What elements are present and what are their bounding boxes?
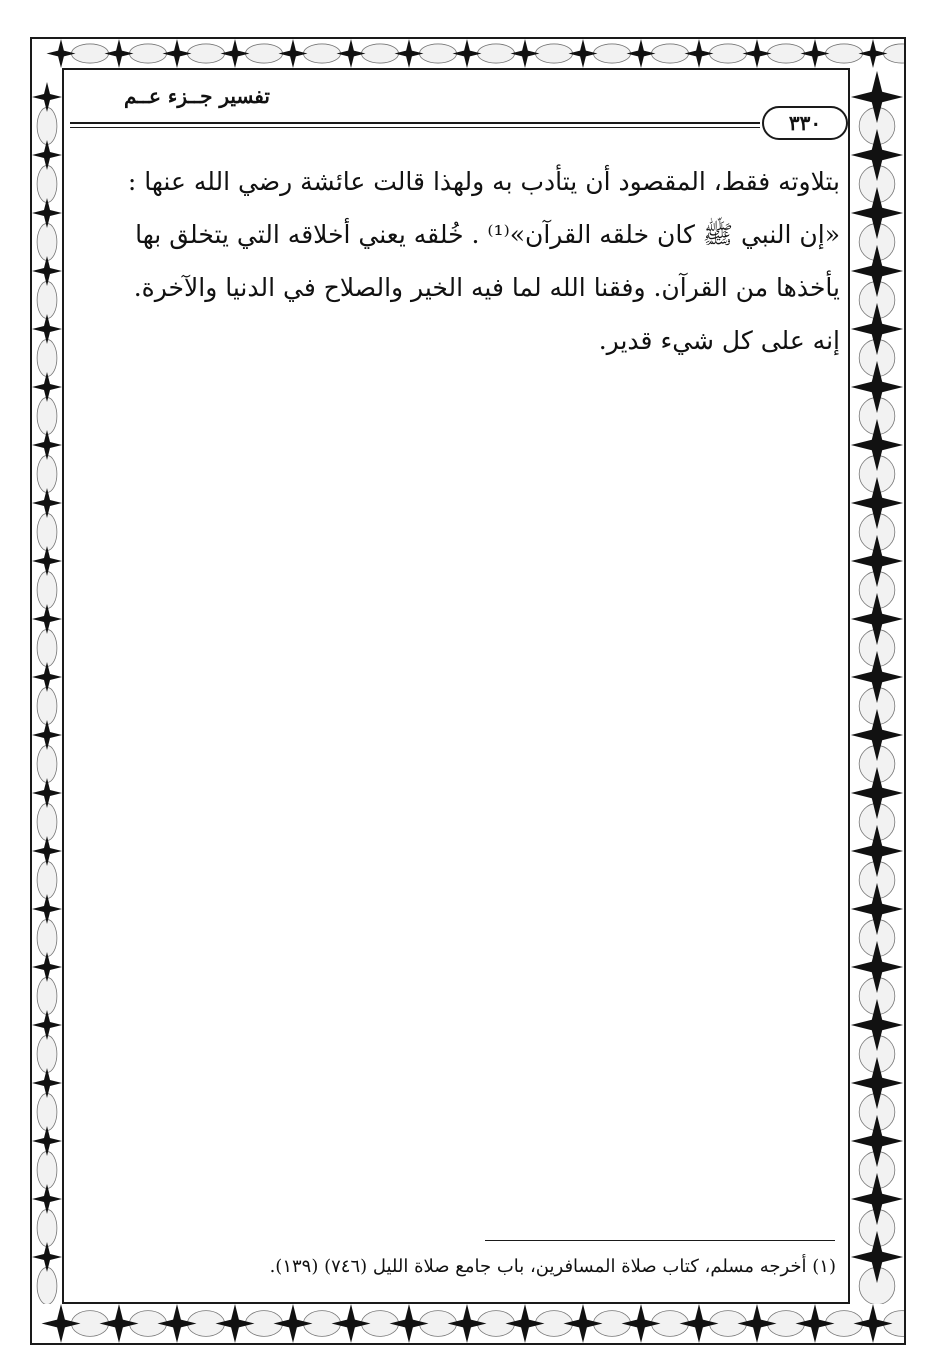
body-text bbox=[80, 155, 840, 367]
ornament-star bbox=[851, 709, 903, 761]
ornament-lens bbox=[37, 629, 57, 666]
ornament-lens bbox=[37, 861, 57, 898]
ornament-star bbox=[743, 39, 772, 68]
ornament-star bbox=[32, 1242, 62, 1272]
ornament-lens bbox=[37, 339, 57, 376]
ornament-star bbox=[105, 39, 134, 68]
right-ornament-band bbox=[850, 68, 904, 1304]
ornament-lens bbox=[129, 44, 166, 63]
ornament-lens bbox=[651, 44, 688, 63]
ornament-lens bbox=[767, 44, 804, 63]
ornament-star bbox=[32, 198, 62, 228]
ornament-lens bbox=[37, 165, 57, 202]
ornament-lens bbox=[37, 513, 57, 550]
ornament-lens bbox=[37, 455, 57, 492]
header-rule bbox=[70, 127, 760, 128]
ornament-lens bbox=[825, 44, 862, 63]
ornament-lens bbox=[37, 1151, 57, 1188]
ornament-star bbox=[851, 941, 903, 993]
ornament-star bbox=[854, 1304, 893, 1343]
page-number: ٣٣٠ bbox=[762, 106, 848, 140]
ornament-lens bbox=[37, 745, 57, 782]
ornament-star bbox=[32, 372, 62, 402]
text-line: يأخذها من القرآن. وفقنا الله لما فيه الخير والصلاح في الدنيا والآخرة. bbox=[133, 273, 840, 302]
ornament-star bbox=[32, 82, 62, 112]
ornament-star bbox=[680, 1304, 719, 1343]
ornament-lens bbox=[37, 223, 57, 260]
ornament-star bbox=[453, 39, 482, 68]
ornament-lens bbox=[37, 1035, 57, 1072]
ornament-star bbox=[851, 187, 903, 239]
ornament-lens bbox=[37, 571, 57, 608]
ornament-lens bbox=[37, 803, 57, 840]
ornament-star bbox=[851, 477, 903, 529]
ornament-star bbox=[851, 1173, 903, 1225]
ornament-star bbox=[32, 662, 62, 692]
footnote-rule bbox=[485, 1240, 835, 1241]
ornament-star bbox=[332, 1304, 371, 1343]
ornament-lens bbox=[37, 107, 57, 144]
footnote: (١) أخرجه مسلم، كتاب صلاة المسافرين، باب جامع صلاة الليل (٧٤٦) (١٣٩). bbox=[269, 1256, 836, 1277]
ornament-star bbox=[32, 1068, 62, 1098]
ornament-star bbox=[47, 39, 76, 68]
ornament-star bbox=[163, 39, 192, 68]
ornament-star bbox=[32, 314, 62, 344]
ornament-star bbox=[395, 39, 424, 68]
ornament-lens bbox=[71, 44, 108, 63]
ornament-star bbox=[216, 1304, 255, 1343]
ornament-star bbox=[32, 1184, 62, 1214]
ornament-star bbox=[100, 1304, 139, 1343]
ornament-star bbox=[32, 720, 62, 750]
ornament-star bbox=[685, 39, 714, 68]
ornament-lens bbox=[187, 44, 224, 63]
ornament-star bbox=[158, 1304, 197, 1343]
ornament-star bbox=[851, 71, 903, 123]
ornament-lens bbox=[37, 977, 57, 1014]
ornament-star bbox=[851, 999, 903, 1051]
ornament-lens bbox=[37, 397, 57, 434]
ornament-lens bbox=[477, 44, 514, 63]
ornament-star bbox=[738, 1304, 777, 1343]
ornament-star bbox=[851, 361, 903, 413]
ornament-star bbox=[851, 651, 903, 703]
ornament-lens bbox=[593, 44, 630, 63]
ornament-lens bbox=[37, 919, 57, 956]
ornament-pattern bbox=[32, 68, 62, 1304]
ornament-pattern bbox=[32, 39, 904, 68]
ornament-star bbox=[851, 303, 903, 355]
ornament-star bbox=[851, 129, 903, 181]
top-ornament-band bbox=[32, 39, 904, 68]
ornament-star bbox=[32, 430, 62, 460]
running-header bbox=[70, 84, 848, 134]
ornament-star bbox=[32, 1126, 62, 1156]
ornament-star bbox=[32, 1010, 62, 1040]
ornament-star bbox=[851, 535, 903, 587]
ornament-star bbox=[801, 39, 830, 68]
ornament-star bbox=[859, 39, 888, 68]
ornament-lens bbox=[709, 44, 746, 63]
ornament-star bbox=[279, 39, 308, 68]
left-ornament-band bbox=[32, 68, 62, 1304]
ornament-pattern bbox=[32, 1304, 904, 1343]
text-line: بتلاوته فقط، المقصود أن يتأدب به ولهذا قالت عائشة رضي الله عنها : bbox=[127, 167, 840, 196]
ornament-star bbox=[622, 1304, 661, 1343]
ornament-star bbox=[32, 140, 62, 170]
ornament-lens bbox=[37, 687, 57, 724]
text-line: «إن النبي ﷺ كان خلقه القرآن»⁽¹⁾ . خُلقه يعني أخلاقه التي يتخلق بها bbox=[135, 220, 840, 249]
ornament-star bbox=[32, 546, 62, 576]
ornament-star bbox=[564, 1304, 603, 1343]
ornament-star bbox=[851, 825, 903, 877]
ornament-star bbox=[221, 39, 250, 68]
ornament-lens bbox=[245, 44, 282, 63]
ornament-lens bbox=[37, 1267, 57, 1304]
ornament-pattern bbox=[850, 68, 904, 1304]
ornament-star bbox=[851, 767, 903, 819]
ornament-star bbox=[32, 256, 62, 286]
ornament-star bbox=[851, 883, 903, 935]
ornament-lens bbox=[303, 44, 340, 63]
ornament-lens bbox=[37, 1209, 57, 1246]
ornament-star bbox=[627, 39, 656, 68]
ornament-star bbox=[796, 1304, 835, 1343]
ornament-star bbox=[851, 593, 903, 645]
header-rule bbox=[70, 122, 760, 124]
ornament-star bbox=[851, 419, 903, 471]
ornament-lens bbox=[37, 1093, 57, 1130]
ornament-star bbox=[851, 245, 903, 297]
ornament-star bbox=[32, 952, 62, 982]
ornament-star bbox=[32, 604, 62, 634]
ornament-lens bbox=[361, 44, 398, 63]
ornament-star bbox=[506, 1304, 545, 1343]
ornament-star bbox=[32, 894, 62, 924]
ornament-lens bbox=[535, 44, 572, 63]
ornament-star bbox=[337, 39, 366, 68]
ornament-lens bbox=[37, 281, 57, 318]
ornament-star bbox=[274, 1304, 313, 1343]
ornament-lens bbox=[419, 44, 456, 63]
ornament-star bbox=[851, 1115, 903, 1167]
text-line: إنه على كل شيء قدير. bbox=[598, 326, 840, 355]
ornament-star bbox=[448, 1304, 487, 1343]
ornament-star bbox=[569, 39, 598, 68]
ornament-star bbox=[851, 1057, 903, 1109]
ornament-star bbox=[32, 836, 62, 866]
ornament-star bbox=[511, 39, 540, 68]
ornament-star bbox=[851, 1231, 903, 1283]
ornament-star bbox=[32, 778, 62, 808]
bottom-ornament-band bbox=[32, 1304, 904, 1343]
ornament-star bbox=[42, 1304, 81, 1343]
ornament-star bbox=[32, 488, 62, 518]
header-title: تفسير جــزء عــم bbox=[123, 84, 270, 108]
ornament-star bbox=[390, 1304, 429, 1343]
